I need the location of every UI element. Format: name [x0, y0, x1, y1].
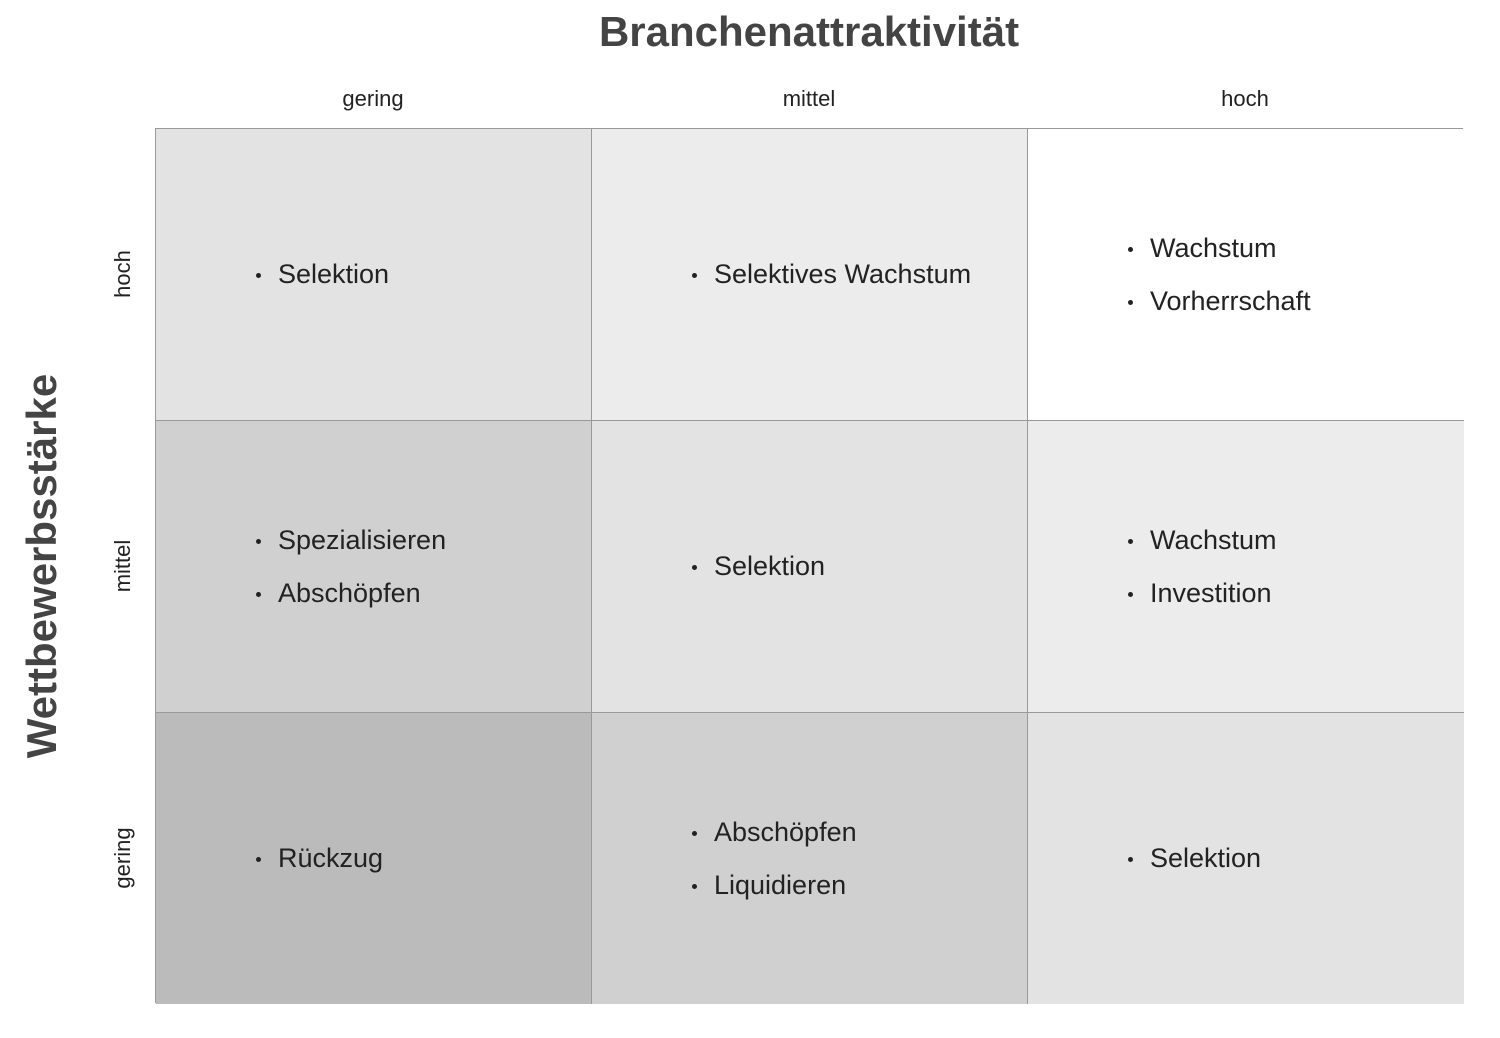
strategy-item: Selektives Wachstum — [689, 248, 971, 301]
matrix-cell-gering-hoch — [1028, 713, 1464, 1004]
strategy-matrix — [155, 128, 1463, 1003]
matrix-cell-hoch-gering — [156, 129, 592, 421]
matrix-cell-gering-mittel — [592, 713, 1028, 1004]
strategy-item: Selektion — [253, 248, 389, 301]
row-label-mittel: mittel — [110, 539, 135, 593]
strategy-item: Abschöpfen — [253, 567, 446, 620]
strategy-item: Spezialisieren — [253, 514, 446, 567]
strategy-list — [689, 540, 825, 593]
matrix-cell-gering-gering — [156, 713, 592, 1004]
matrix-cell-mittel-gering — [156, 421, 592, 713]
strategy-list — [1125, 222, 1311, 328]
column-label-mittel: mittel — [782, 86, 836, 111]
strategy-list — [1125, 832, 1261, 885]
strategy-item: Investition — [1125, 567, 1277, 620]
strategy-item: Selektion — [1125, 832, 1261, 885]
column-labels — [155, 86, 1463, 116]
strategy-list — [253, 514, 446, 620]
x-axis-title: Branchenattraktivität — [598, 8, 1020, 55]
strategy-item: Abschöpfen — [689, 806, 857, 859]
matrix-cell-mittel-hoch — [1028, 421, 1464, 713]
strategy-list — [253, 832, 383, 885]
strategy-item: Wachstum — [1125, 222, 1311, 275]
strategy-list — [689, 248, 971, 301]
column-label-gering: gering — [342, 86, 404, 111]
row-label-gering: gering — [110, 827, 135, 889]
matrix-cell-hoch-hoch — [1028, 129, 1464, 421]
strategy-list — [253, 248, 389, 301]
strategy-item: Liquidieren — [689, 859, 857, 912]
matrix-cell-hoch-mittel — [592, 129, 1028, 421]
matrix-cell-mittel-mittel — [592, 421, 1028, 713]
strategy-list — [1125, 514, 1277, 620]
strategy-item: Wachstum — [1125, 514, 1277, 567]
row-label-hoch: hoch — [110, 250, 135, 298]
strategy-item: Rückzug — [253, 832, 383, 885]
column-label-hoch: hoch — [1221, 86, 1269, 111]
strategy-list — [689, 806, 857, 912]
strategy-item: Vorherrschaft — [1125, 275, 1311, 328]
y-axis-title: Wettbewerbsstärke — [18, 373, 65, 759]
strategy-item: Selektion — [689, 540, 825, 593]
